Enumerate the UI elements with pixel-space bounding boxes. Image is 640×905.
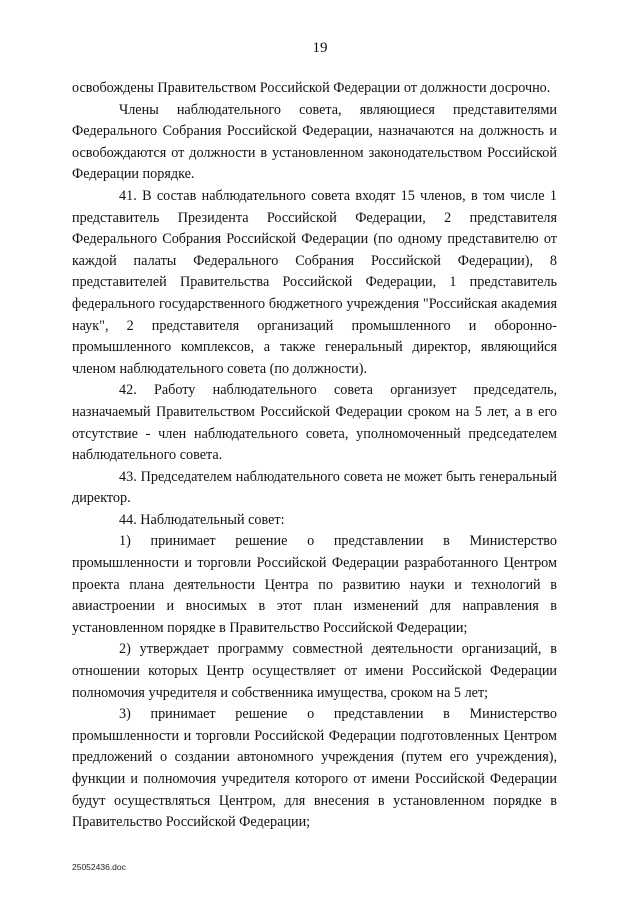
paragraph-item-42: 42. Работу наблюдательного совета организует председатель, назначаемый Правительством Российской Федерации сроком на 5 лет, а в его отсутствие - член наблюдательного совета, уполномоченный председателем наблюдательного совета. xyxy=(72,382,557,464)
paragraph: Члены наблюдательного совета, являющиеся представителями Федерального Собрания Российской Федерации, назначаются на должность и освобождаются от должности в установленном законодательством Российской Федерации порядке. xyxy=(72,101,557,183)
paragraph: освобождены Правительством Российской Федерации от должности досрочно. xyxy=(72,80,551,96)
subitem-3: 3) принимает решение о представлении в Министерство промышленности и торговли Российской Федерации подготовленных Центром предложений о создании автономного учреждения (путем его учреждения), функции и полномочия учредителя которого от имени Российской Федерации будут осуществляться Центром, для внесения в установленном порядке в Правительство Российской Федерации; xyxy=(72,706,557,831)
paragraph-item-43: 43. Председателем наблюдательного совета не может быть генеральный директор. xyxy=(72,468,557,507)
paragraph-item-44: 44. Наблюдательный совет: xyxy=(119,511,285,528)
subitem-2: 2) утверждает программу совместной деятельности организаций, в отношении которых Центр осуществляет от имени Российской Федерации полномочия учредителя и собственника имущества, сроком на 5 лет; xyxy=(72,641,557,701)
document-body xyxy=(72,78,557,834)
page-number: 19 xyxy=(312,40,328,56)
subitem-1: 1) принимает решение о представлении в Министерство промышленности и торговли Российской Федерации разработанного Центром проекта плана деятельности Центра по развитию науки и технологий в авиастроении и вносимых в этот план изменений для направления в установленном порядке в Правительство Российской Федерации; xyxy=(72,533,557,636)
paragraph-item-41: 41. В состав наблюдательного совета входят 15 членов, в том числе 1 представитель Президента Российской Федерации, 2 представителя Федерального Собрания Российской Федерации (по одному представителю от каждой палаты Федерального Собрания Российской Федерации), 8 представителей Правительства Российской Федерации, 1 представитель федерального государственного бюджетного учреждения "Российская академия наук", 2 представителя организаций промышленного и оборонно-промышленного комплексов, а также генеральный директор, являющийся членом наблюдательного совета (по должности). xyxy=(72,187,557,377)
footer-file-name: 25052436.doc xyxy=(72,862,126,872)
